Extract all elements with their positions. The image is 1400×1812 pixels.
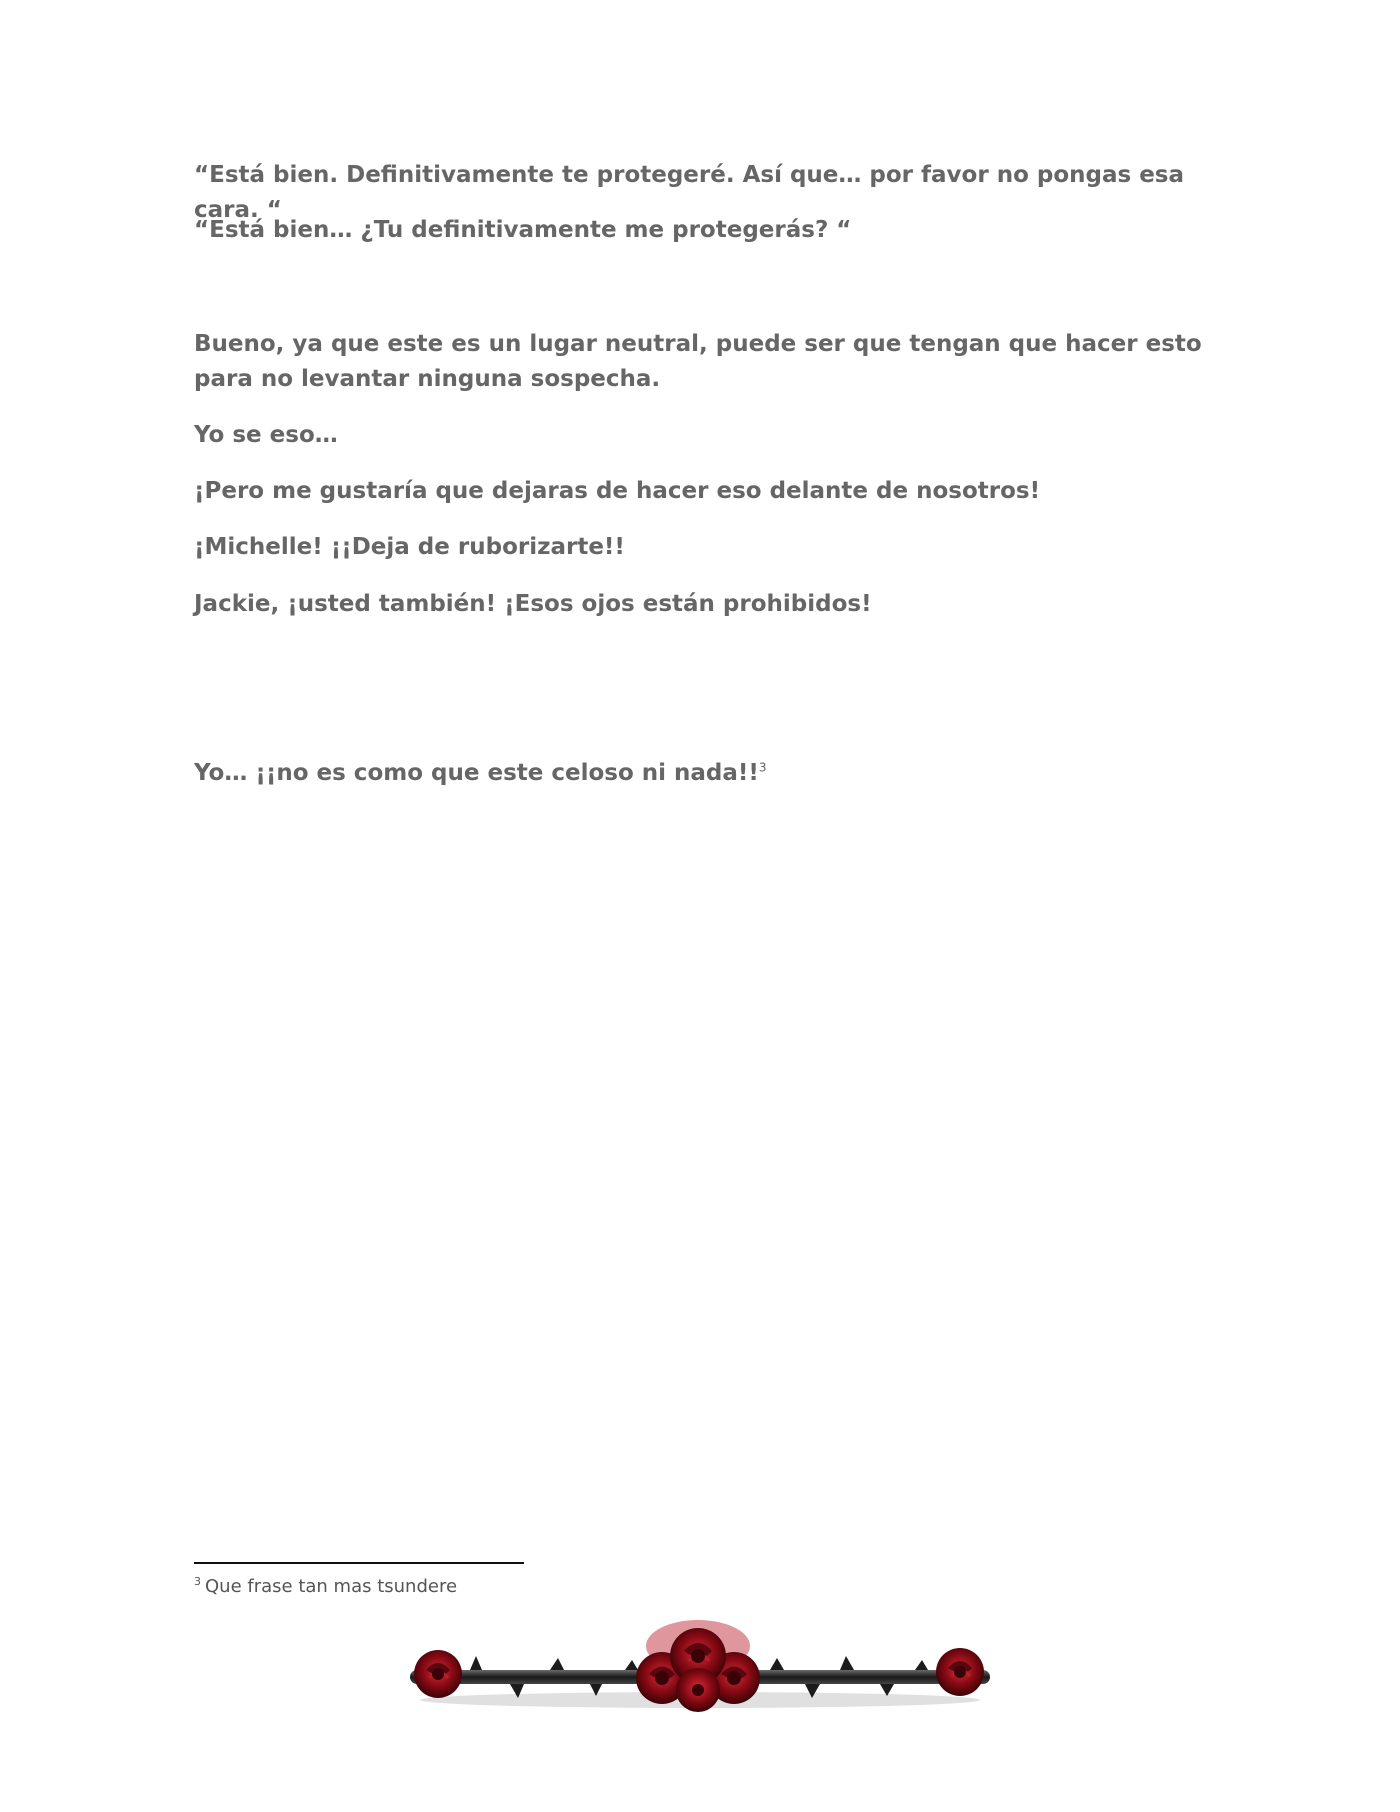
footnote-text: Que frase tan mas tsundere xyxy=(205,1576,458,1597)
footnote-reference[interactable]: 3 xyxy=(758,760,767,775)
paragraph-4: Yo se eso… xyxy=(194,422,338,448)
footnote-divider xyxy=(194,1562,524,1564)
footnote-number: 3 xyxy=(194,1575,201,1588)
rose-left xyxy=(414,1650,462,1698)
paragraph-6: ¡Michelle! ¡¡Deja de ruborizarte!! xyxy=(194,534,625,560)
paragraph-1: “Está bien. Definitivamente te protegeré. Así que… por favor no pongas esa cara. “ xyxy=(194,162,1185,223)
paragraph-3: Bueno, ya que este es un lugar neutral, puede ser que tengan que hacer esto para no levantar ninguna sospecha. xyxy=(194,331,1202,392)
rose-vine-ornament-icon xyxy=(400,1608,1000,1728)
paragraph-8 xyxy=(194,756,1214,791)
paragraph-7: Jackie, ¡usted también! ¡Esos ojos están prohibidos! xyxy=(194,591,872,617)
footnote xyxy=(194,1576,457,1597)
paragraph-5: ¡Pero me gustaría que dejaras de hacer eso delante de nosotros! xyxy=(194,478,1041,504)
paragraph-8-text: Yo… ¡¡no es como que este celoso ni nada!! xyxy=(194,760,759,786)
paragraph-2: “Está bien… ¿Tu definitivamente me protegerás? “ xyxy=(194,217,852,243)
rose-right xyxy=(936,1648,984,1696)
